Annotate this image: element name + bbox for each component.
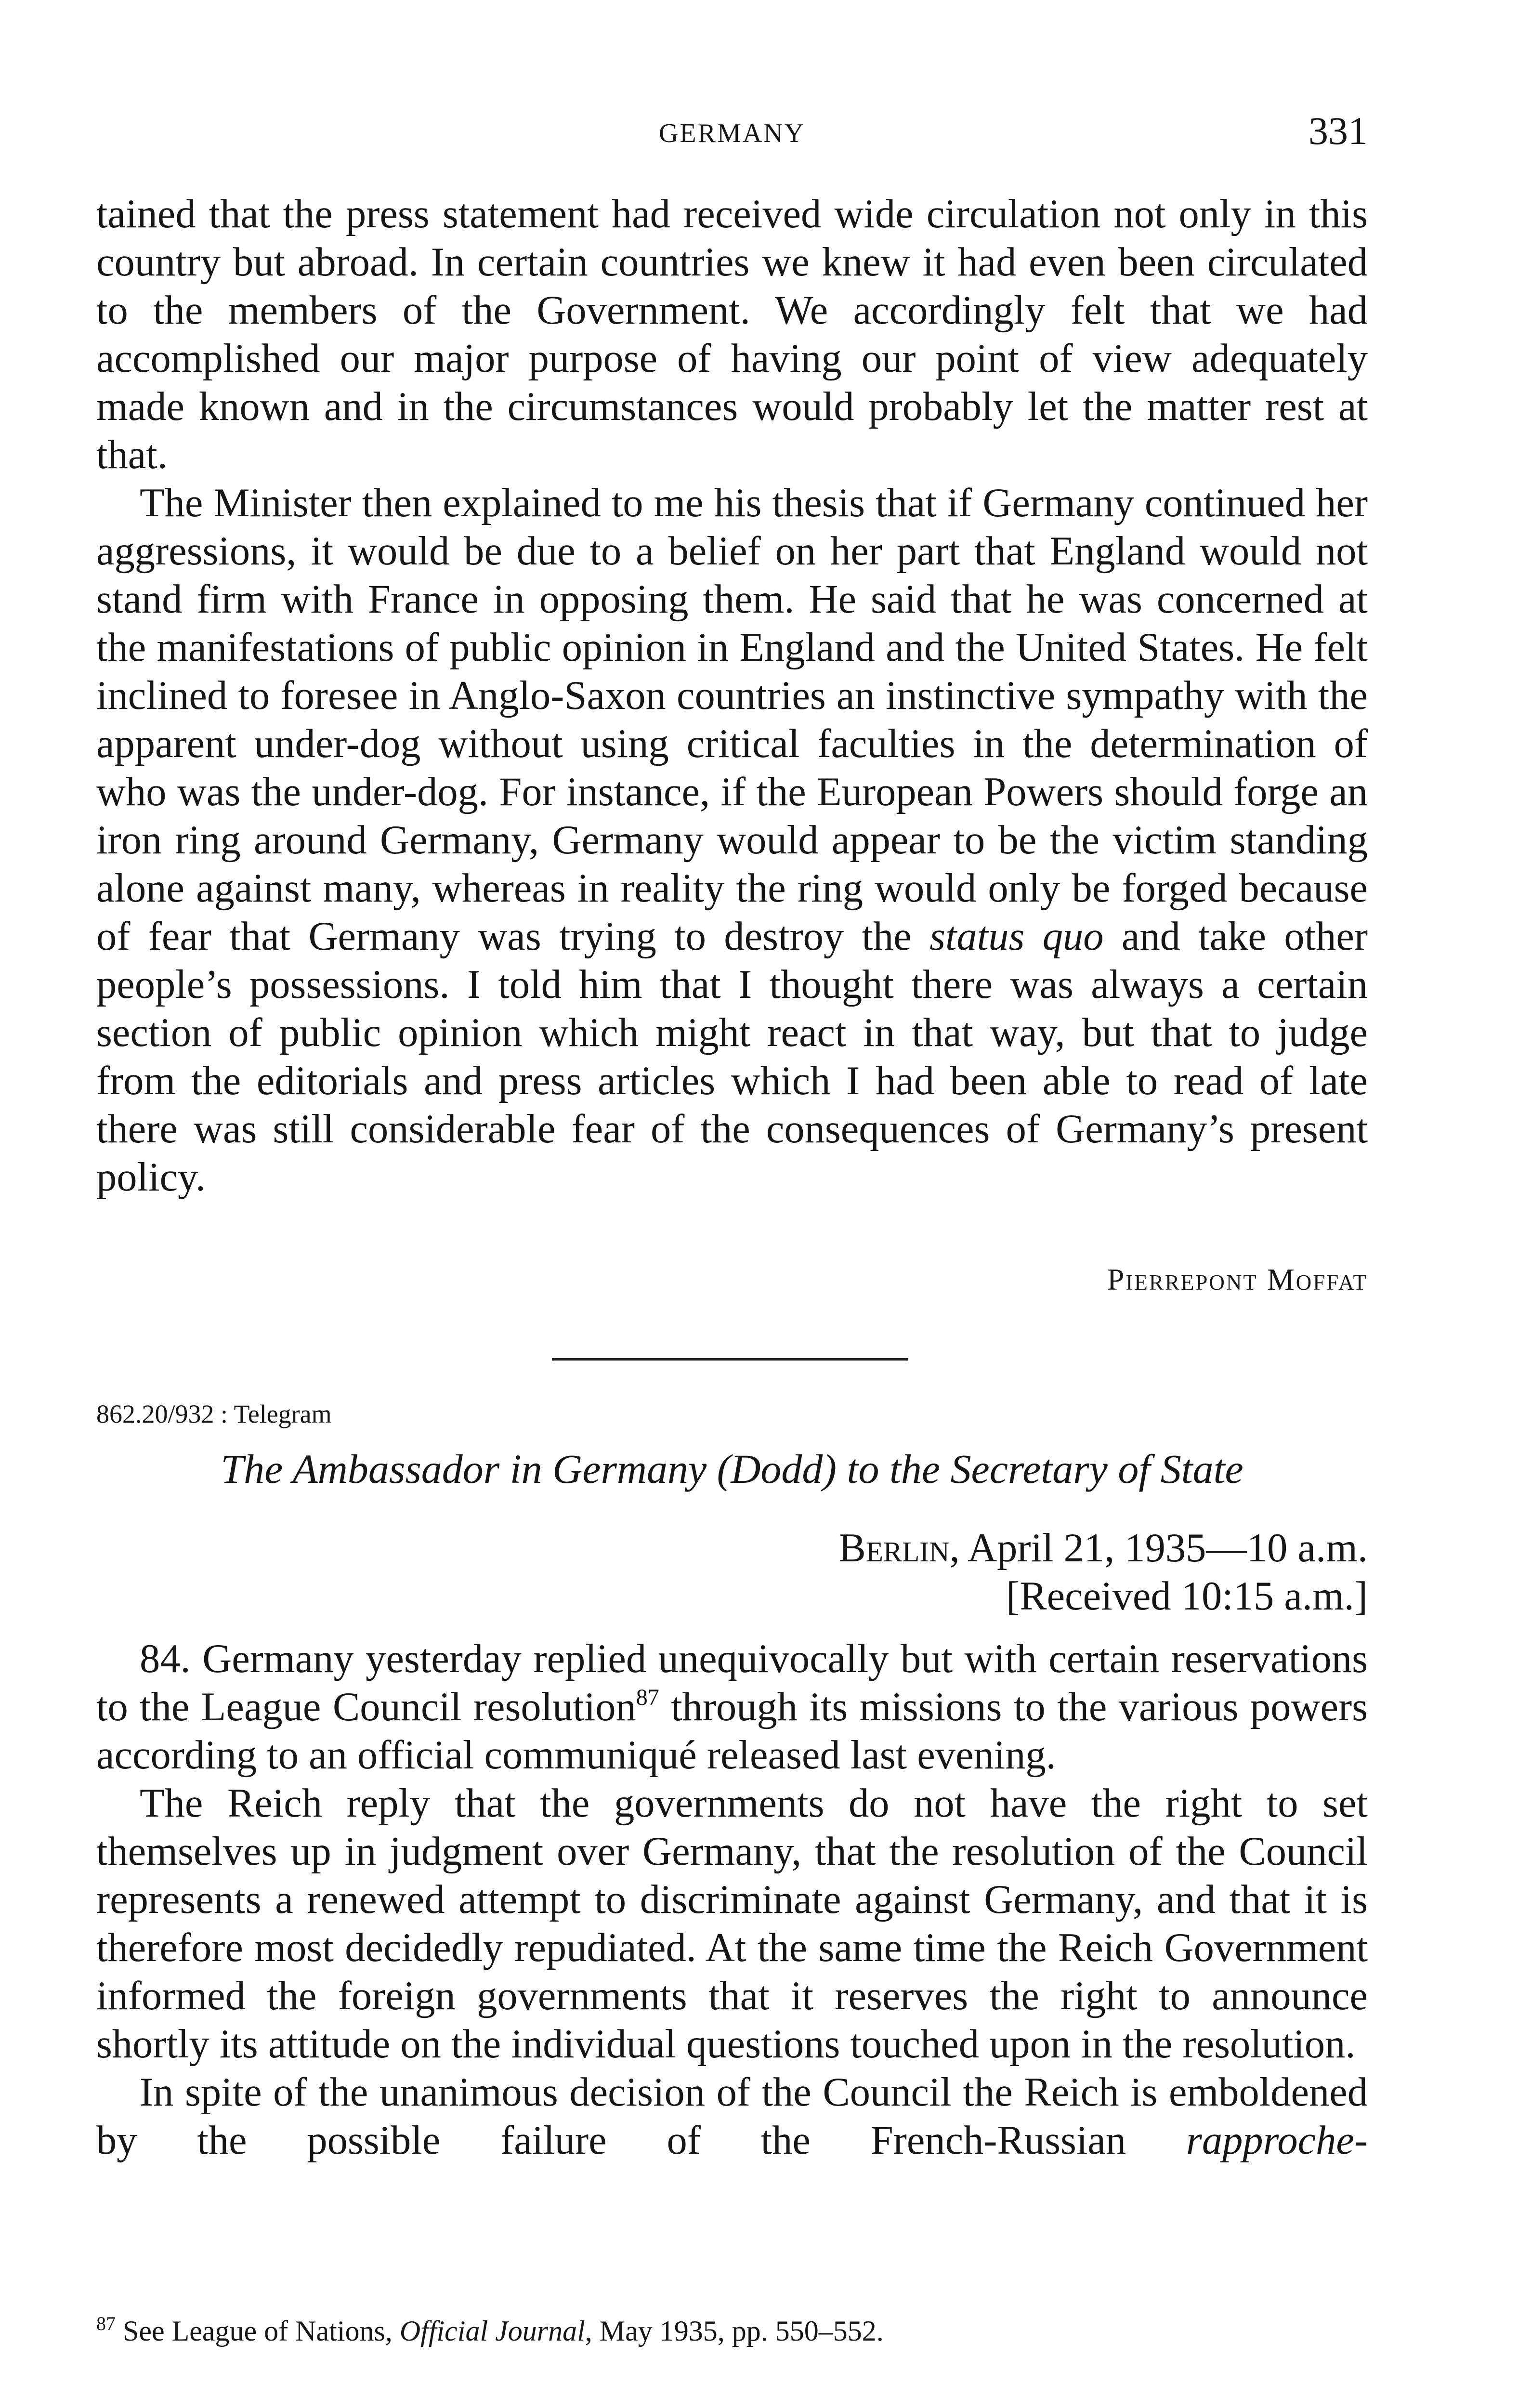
footnote-mark: 87 (96, 2313, 116, 2334)
running-head: GERMANY (658, 118, 806, 148)
file-reference: 862.20/932 : Telegram (96, 1400, 332, 1428)
telegram-paragraph-1-text-b: through its missions to the various powers according to an official communiqué released last evening. (96, 1685, 1368, 1778)
footnote-text-a: See League of Nations, (116, 2315, 400, 2347)
footnote-reference: 87 (636, 1685, 659, 1710)
telegram-paragraph-1 (96, 1635, 1368, 1780)
telegram-paragraph-1-text-a: 84. Germany yesterday replied unequivocally but with certain reservations to the League Council resolution (96, 1636, 1368, 1729)
dateline-place: Berlin (838, 1526, 950, 1570)
memo-paragraph-2-text-b: and take other people’s possessions. I told him that I thought there was always a certain section of public opinion which might react in that way, but that to judge from the editorials and press articles which I had been able to read of late there was still considerable fear of the consequences of Germany’s present policy. (96, 914, 1368, 1200)
telegram-paragraph-3-text: In spite of the unanimous decision of the Council the Reich is emboldened by the possible failure of the French-Russian (96, 2070, 1368, 2163)
memo-signature: Pierrepont Moffat (1107, 1262, 1368, 1296)
telegram-paragraph-3-italic: rapproche- (1186, 2118, 1368, 2163)
memo-paragraph-2-italic: status quo (929, 914, 1104, 959)
telegram-paragraph-3 (96, 2068, 1368, 2165)
telegram-body (96, 1635, 1368, 2165)
document-title: The Ambassador in Germany (Dodd) to the Secretary of State (221, 1446, 1243, 1492)
memo-paragraph-2 (96, 479, 1368, 1202)
memo-paragraph-1: tained that the press statement had received wide circulation not only in this country but abroad. In certain countries we knew it had even been circulated to the members of the Government. We accordingly felt that we had accomplished our major purpose of having our point of view adequately made known and in the circumstances would probably let the matter rest at that. (96, 192, 1368, 477)
footnote (96, 2312, 1368, 2350)
dateline (839, 1524, 1368, 1621)
dateline-sent (839, 1524, 1368, 1572)
dateline-date: , April 21, 1935—10 a.m. (949, 1526, 1368, 1570)
page-number: 331 (1309, 109, 1368, 153)
section-divider (552, 1358, 908, 1361)
page-header (96, 108, 1368, 161)
telegram-paragraph-2: The Reich reply that the governments do not have the right to set themselves up in judgment over Germany, that the resolution of the Council represents a renewed attempt to discriminate against Germany, and that it is therefore most decidedly repudiated. At the same time the Reich Government informed the foreign governments that it reserves the right to announce shortly its attitude on the individual questions touched upon in the resolution. (96, 1781, 1368, 2067)
dateline-received: [Received 10:15 a.m.] (1006, 1574, 1368, 1619)
footnote-text-b: , May 1935, pp. 550–552. (585, 2315, 884, 2347)
footnote-italic: Official Journal (399, 2315, 585, 2347)
memo-paragraph-2-text-a: The Minister then explained to me his thesis that if Germany continued her aggressions, it would be due to a belief on her part that England would not stand firm with France in opposing them. He said that he was concerned at the manifestations of public opinion in England and the United States. He felt inclined to foresee in Anglo-Saxon countries an instinctive sympathy with the apparent under-dog without using critical faculties in the determination of who was the under-dog. For instance, if the European Powers should forge an iron ring around Germany, Germany would appear to be the victim standing alone against many, whereas in reality the ring would only be forged because of fear that Germany was trying to destroy the (96, 481, 1368, 959)
memo-body (96, 190, 1368, 1202)
